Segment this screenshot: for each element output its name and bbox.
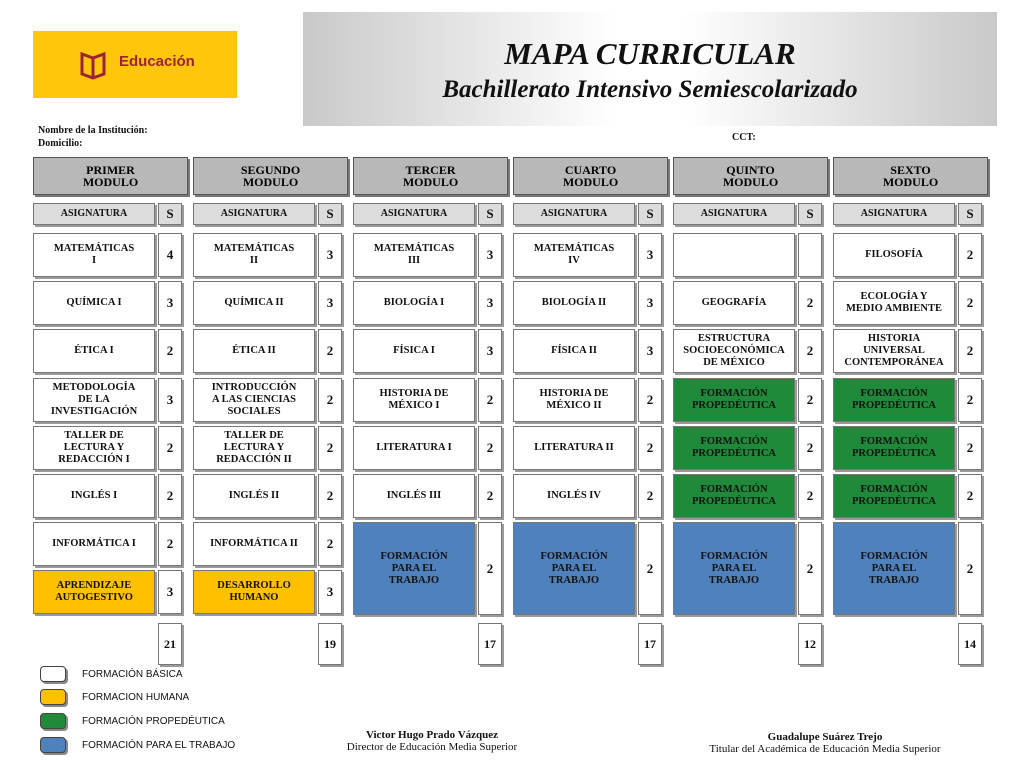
subject-cell: LITERATURA II [513,426,635,470]
signature-left-title: Director de Educación Media Superior [346,741,518,753]
subject-cell: HISTORIA UNIVERSAL CONTEMPORÁNEA [833,329,955,373]
module-total: 17 [478,623,502,665]
signature-left-name: Victor Hugo Prado Vázquez [365,729,499,741]
subject-cell: TALLER DE LECTURA Y REDACCIÓN I [33,426,155,470]
hours-cell: 2 [478,474,502,518]
page-title: MAPA CURRICULAR [504,36,796,71]
hours-cell: 3 [158,281,182,325]
subject-column-header: ASIGNATURA [193,203,315,225]
hours-cell: 3 [638,233,662,277]
hours-cell: 2 [318,474,342,518]
subject-cell: INGLÉS IV [513,474,635,518]
subject-cell-trabajo: FORMACIÓN PARA EL TRABAJO [833,522,955,615]
hours-cell: 2 [958,329,982,373]
subject-cell: INFORMÁTICA II [193,522,315,566]
hours-cell: 2 [958,426,982,470]
module-total: 17 [638,623,662,665]
hours-cell: 2 [958,233,982,277]
legend-label: FORMACIÓN PROPEDÉUTICA [82,716,225,727]
hours-column-header: S [798,203,822,225]
subject-cell: FÍSICA I [353,329,475,373]
hours-cell: 2 [158,522,182,566]
module-header: PRIMER MODULO [33,157,188,195]
legend-swatch [40,737,66,753]
signature-right [690,731,960,755]
subject-cell: APRENDIZAJE AUTOGESTIVO [33,570,155,614]
subject-cell: ECOLOGÍA Y MEDIO AMBIENTE [833,281,955,325]
hours-cell: 3 [638,329,662,373]
hours-cell: 2 [158,474,182,518]
hours-cell [798,233,822,277]
hours-cell: 3 [158,378,182,422]
subject-cell: INGLÉS II [193,474,315,518]
hours-cell: 3 [478,233,502,277]
cct-label: CCT: [732,132,756,143]
legend-label: FORMACIÓN BÁSICA [82,669,183,680]
module-header: QUINTO MODULO [673,157,828,195]
hours-cell: 3 [478,281,502,325]
hours-column-header: S [638,203,662,225]
page-subtitle: Bachillerato Intensivo Semiescolarizado [442,76,858,103]
subject-cell: HISTORIA DE MÉXICO II [513,378,635,422]
hours-cell: 2 [318,522,342,566]
hours-cell: 2 [798,329,822,373]
subject-cell: INGLÉS I [33,474,155,518]
hours-cell: 2 [478,426,502,470]
legend-label: FORMACION HUMANA [82,692,190,703]
hours-cell: 2 [798,474,822,518]
subject-column-header: ASIGNATURA [673,203,795,225]
subject-cell: FORMACIÓN PROPEDÉUTICA [833,474,955,518]
subject-column-header: ASIGNATURA [833,203,955,225]
educacion-logo [33,31,237,98]
subject-column-header: ASIGNATURA [33,203,155,225]
subject-column-header: ASIGNATURA [513,203,635,225]
module-total: 14 [958,623,982,665]
hours-cell: 2 [958,378,982,422]
subject-cell: ESTRUCTURA SOCIOECONÓMICA DE MÉXICO [673,329,795,373]
module-header: SEGUNDO MODULO [193,157,348,195]
subject-cell-trabajo: FORMACIÓN PARA EL TRABAJO [353,522,475,615]
hours-cell: 3 [318,570,342,614]
subject-cell [673,233,795,277]
subject-cell: FORMACIÓN PROPEDÉUTICA [673,378,795,422]
subject-cell: BIOLOGÍA I [353,281,475,325]
subject-cell: FORMACIÓN PROPEDÉUTICA [673,426,795,470]
subject-cell: MATEMÁTICAS I [33,233,155,277]
hours-cell: 2 [638,522,662,615]
module-header: TERCER MODULO [353,157,508,195]
subject-cell: MATEMÁTICAS III [353,233,475,277]
subject-cell: ÉTICA II [193,329,315,373]
legend-label: FORMACIÓN PARA EL TRABAJO [82,740,236,751]
hours-cell: 2 [478,378,502,422]
hours-cell: 2 [958,522,982,615]
hours-cell: 2 [798,281,822,325]
hours-cell: 2 [318,426,342,470]
hours-cell: 3 [318,281,342,325]
subject-cell: QUÍMICA I [33,281,155,325]
hours-cell: 2 [158,426,182,470]
signature-right-name: Guadalupe Suárez Trejo [767,731,883,743]
hours-column-header: S [318,203,342,225]
legend-swatch [40,713,66,729]
subject-cell: DESARROLLO HUMANO [193,570,315,614]
subject-cell-trabajo: FORMACIÓN PARA EL TRABAJO [513,522,635,615]
hours-cell: 2 [318,329,342,373]
module-total: 19 [318,623,342,665]
subject-cell: METODOLOGÍA DE LA INVESTIGACIÓN [33,378,155,422]
signature-right-title: Titular del Académica de Educación Media Superior [709,743,941,755]
subject-cell: INGLÉS III [353,474,475,518]
hours-cell: 3 [638,281,662,325]
subject-cell: QUÍMICA II [193,281,315,325]
subject-cell: MATEMÁTICAS II [193,233,315,277]
hours-cell: 2 [798,426,822,470]
hours-column-header: S [478,203,502,225]
address-label: Domicilio: [38,138,83,149]
subject-cell: ÉTICA I [33,329,155,373]
open-book-icon [80,50,106,80]
subject-cell: FORMACIÓN PROPEDÉUTICA [833,378,955,422]
subject-cell: FILOSOFÍA [833,233,955,277]
hours-column-header: S [958,203,982,225]
legend-swatch [40,666,66,682]
module-total: 12 [798,623,822,665]
institution-label: Nombre de la Institución: [38,125,148,136]
subject-cell: BIOLOGÍA II [513,281,635,325]
subject-cell: MATEMÁTICAS IV [513,233,635,277]
hours-cell: 3 [158,570,182,614]
hours-cell: 2 [478,522,502,615]
subject-cell: INTRODUCCIÓN A LAS CIENCIAS SOCIALES [193,378,315,422]
hours-cell: 2 [638,378,662,422]
hours-cell: 2 [158,329,182,373]
hours-cell: 4 [158,233,182,277]
hours-cell: 3 [478,329,502,373]
hours-cell: 2 [638,426,662,470]
hours-cell: 2 [798,378,822,422]
subject-cell: TALLER DE LECTURA Y REDACCIÓN II [193,426,315,470]
subject-cell: LITERATURA I [353,426,475,470]
subject-cell: FÍSICA II [513,329,635,373]
logo-text: Educación [119,53,195,70]
hours-cell: 2 [958,281,982,325]
hours-cell: 3 [318,233,342,277]
hours-cell: 2 [638,474,662,518]
hours-cell: 2 [318,378,342,422]
hours-cell: 2 [958,474,982,518]
module-header: SEXTO MODULO [833,157,988,195]
module-total: 21 [158,623,182,665]
subject-cell: GEOGRAFÍA [673,281,795,325]
legend-swatch [40,689,66,705]
subject-column-header: ASIGNATURA [353,203,475,225]
module-header: CUARTO MODULO [513,157,668,195]
subject-cell: FORMACIÓN PROPEDÉUTICA [673,474,795,518]
subject-cell: FORMACIÓN PROPEDÉUTICA [833,426,955,470]
subject-cell: HISTORIA DE MÉXICO I [353,378,475,422]
subject-cell: INFORMÁTICA I [33,522,155,566]
signature-left [320,729,544,753]
subject-cell-trabajo: FORMACIÓN PARA EL TRABAJO [673,522,795,615]
hours-cell: 2 [798,522,822,615]
hours-column-header: S [158,203,182,225]
